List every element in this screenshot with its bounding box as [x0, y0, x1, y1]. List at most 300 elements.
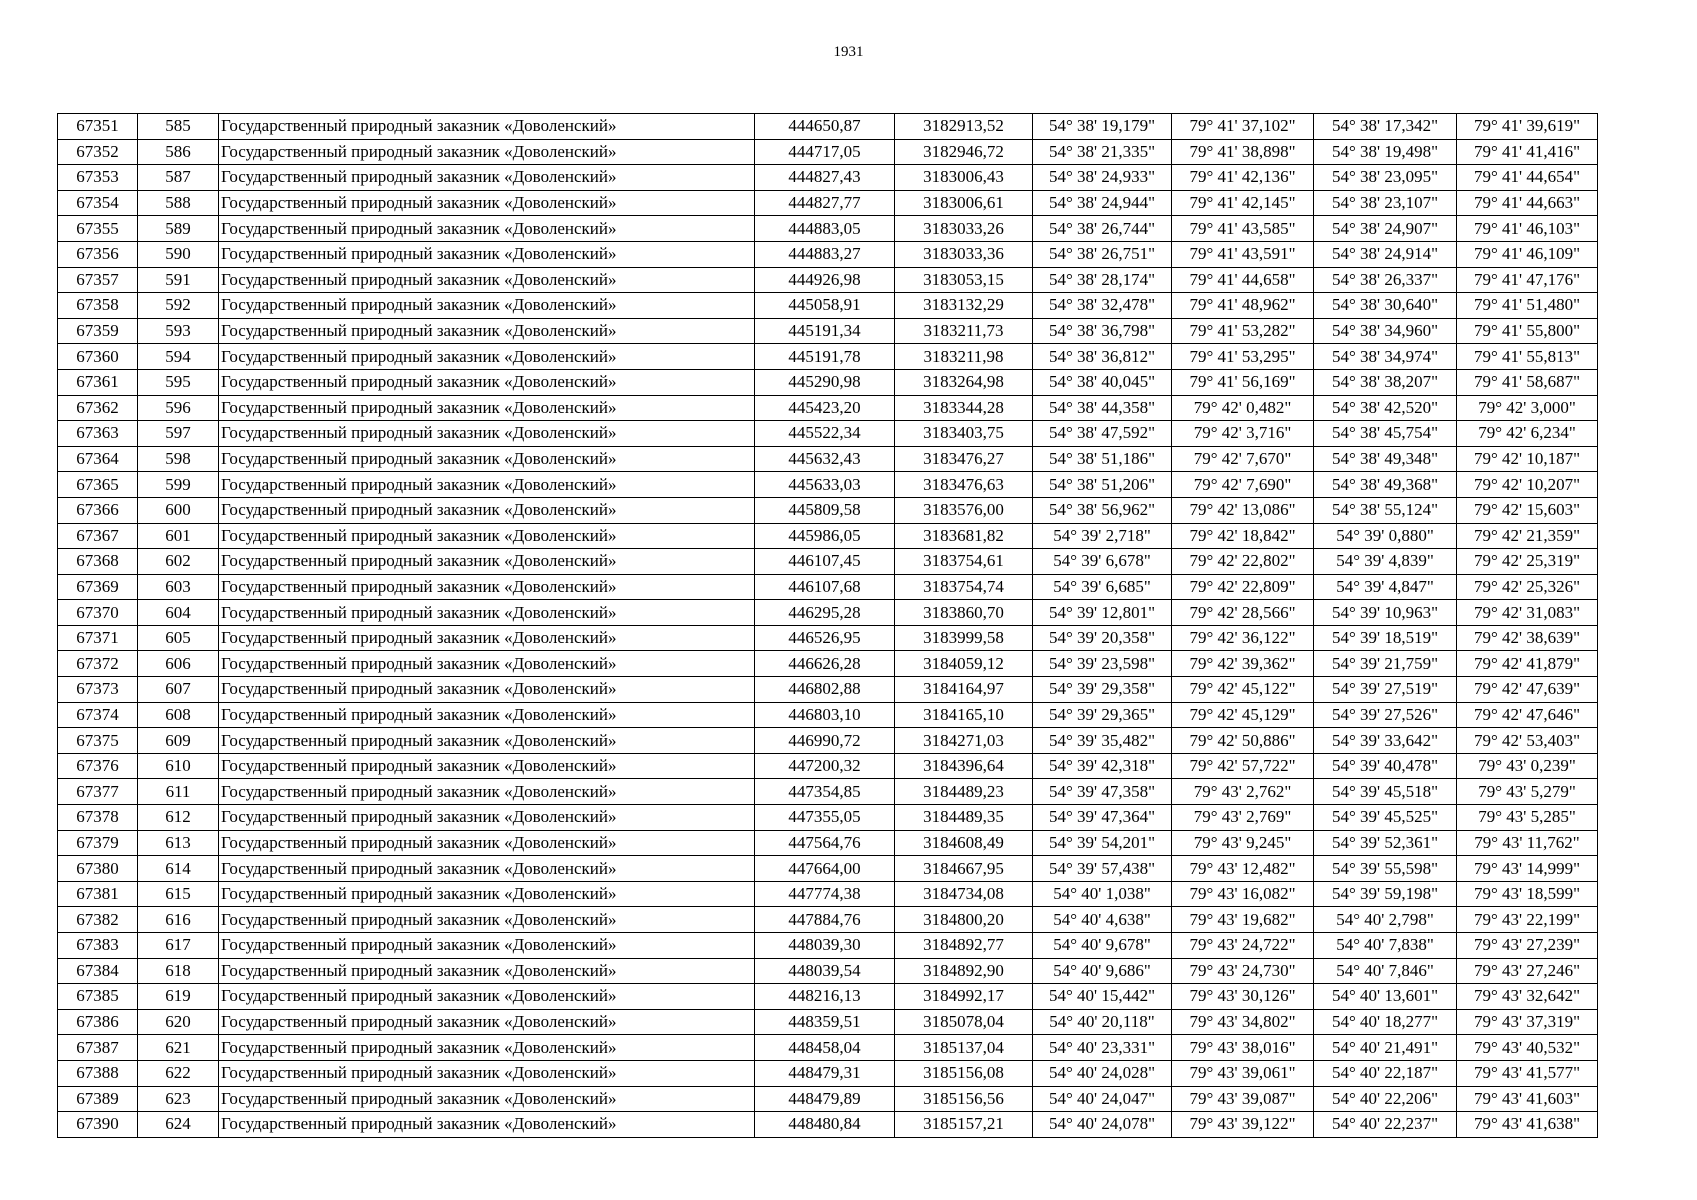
row-number-cell: 67366 — [58, 497, 138, 523]
latitude-1-cell: 54° 38' 28,174" — [1033, 267, 1172, 293]
x-coordinate-cell: 445058,91 — [755, 293, 895, 319]
y-coordinate-cell: 3183476,63 — [895, 472, 1033, 498]
table-row — [58, 702, 1598, 728]
y-coordinate-cell: 3185156,56 — [895, 1086, 1033, 1112]
latitude-2-cell: 54° 38' 34,974" — [1314, 344, 1457, 370]
table-row — [58, 574, 1598, 600]
reserve-name-cell: Государственный природный заказник «Доволенский» — [219, 318, 755, 344]
y-coordinate-cell: 3183754,61 — [895, 549, 1033, 575]
x-coordinate-cell: 448458,04 — [755, 1035, 895, 1061]
x-coordinate-cell: 447355,05 — [755, 805, 895, 831]
table-row — [58, 753, 1598, 779]
point-number-cell: 593 — [138, 318, 219, 344]
x-coordinate-cell: 448359,51 — [755, 1009, 895, 1035]
longitude-2-cell: 79° 43' 40,532" — [1457, 1035, 1598, 1061]
point-number-cell: 622 — [138, 1060, 219, 1086]
latitude-1-cell: 54° 39' 23,598" — [1033, 651, 1172, 677]
latitude-2-cell: 54° 39' 27,526" — [1314, 702, 1457, 728]
row-number-cell: 67371 — [58, 625, 138, 651]
longitude-2-cell: 79° 41' 41,416" — [1457, 139, 1598, 165]
longitude-1-cell: 79° 43' 34,802" — [1172, 1009, 1314, 1035]
point-number-cell: 613 — [138, 830, 219, 856]
x-coordinate-cell: 447200,32 — [755, 753, 895, 779]
reserve-name-cell: Государственный природный заказник «Доволенский» — [219, 421, 755, 447]
longitude-2-cell: 79° 42' 47,639" — [1457, 677, 1598, 703]
reserve-name-cell: Государственный природный заказник «Доволенский» — [219, 497, 755, 523]
longitude-1-cell: 79° 43' 16,082" — [1172, 881, 1314, 907]
table-row — [58, 830, 1598, 856]
reserve-name-cell: Государственный природный заказник «Доволенский» — [219, 114, 755, 140]
table-row — [58, 625, 1598, 651]
longitude-2-cell: 79° 41' 51,480" — [1457, 293, 1598, 319]
row-number-cell: 67362 — [58, 395, 138, 421]
point-number-cell: 612 — [138, 805, 219, 831]
x-coordinate-cell: 444650,87 — [755, 114, 895, 140]
latitude-1-cell: 54° 40' 24,047" — [1033, 1086, 1172, 1112]
row-number-cell: 67379 — [58, 830, 138, 856]
x-coordinate-cell: 445423,20 — [755, 395, 895, 421]
latitude-1-cell: 54° 40' 15,442" — [1033, 984, 1172, 1010]
longitude-2-cell: 79° 41' 44,654" — [1457, 165, 1598, 191]
longitude-2-cell: 79° 43' 5,285" — [1457, 805, 1598, 831]
reserve-name-cell: Государственный природный заказник «Доволенский» — [219, 344, 755, 370]
latitude-2-cell: 54° 39' 0,880" — [1314, 523, 1457, 549]
row-number-cell: 67380 — [58, 856, 138, 882]
x-coordinate-cell: 447354,85 — [755, 779, 895, 805]
longitude-1-cell: 79° 41' 56,169" — [1172, 369, 1314, 395]
latitude-2-cell: 54° 39' 10,963" — [1314, 600, 1457, 626]
table-row — [58, 958, 1598, 984]
latitude-2-cell: 54° 40' 21,491" — [1314, 1035, 1457, 1061]
latitude-1-cell: 54° 38' 47,592" — [1033, 421, 1172, 447]
y-coordinate-cell: 3185078,04 — [895, 1009, 1033, 1035]
longitude-2-cell: 79° 42' 15,603" — [1457, 497, 1598, 523]
point-number-cell: 618 — [138, 958, 219, 984]
table-row — [58, 805, 1598, 831]
latitude-2-cell: 54° 40' 13,601" — [1314, 984, 1457, 1010]
latitude-1-cell: 54° 39' 29,365" — [1033, 702, 1172, 728]
point-number-cell: 586 — [138, 139, 219, 165]
y-coordinate-cell: 3184165,10 — [895, 702, 1033, 728]
latitude-2-cell: 54° 39' 33,642" — [1314, 728, 1457, 754]
y-coordinate-cell: 3182913,52 — [895, 114, 1033, 140]
table-row — [58, 241, 1598, 267]
longitude-2-cell: 79° 43' 5,279" — [1457, 779, 1598, 805]
row-number-cell: 67351 — [58, 114, 138, 140]
point-number-cell: 589 — [138, 216, 219, 242]
table-row — [58, 446, 1598, 472]
x-coordinate-cell: 448480,84 — [755, 1112, 895, 1138]
x-coordinate-cell: 446802,88 — [755, 677, 895, 703]
longitude-2-cell: 79° 41' 46,109" — [1457, 241, 1598, 267]
latitude-1-cell: 54° 40' 23,331" — [1033, 1035, 1172, 1061]
table-row — [58, 267, 1598, 293]
longitude-2-cell: 79° 42' 31,083" — [1457, 600, 1598, 626]
table-body — [58, 114, 1598, 1138]
longitude-2-cell: 79° 42' 10,187" — [1457, 446, 1598, 472]
reserve-name-cell: Государственный природный заказник «Доволенский» — [219, 139, 755, 165]
table-row — [58, 549, 1598, 575]
point-number-cell: 617 — [138, 933, 219, 959]
row-number-cell: 67387 — [58, 1035, 138, 1061]
longitude-1-cell: 79° 41' 37,102" — [1172, 114, 1314, 140]
longitude-1-cell: 79° 43' 39,087" — [1172, 1086, 1314, 1112]
latitude-2-cell: 54° 40' 2,798" — [1314, 907, 1457, 933]
longitude-2-cell: 79° 43' 27,239" — [1457, 933, 1598, 959]
table-row — [58, 344, 1598, 370]
row-number-cell: 67363 — [58, 421, 138, 447]
longitude-1-cell: 79° 42' 57,722" — [1172, 753, 1314, 779]
latitude-1-cell: 54° 38' 44,358" — [1033, 395, 1172, 421]
longitude-1-cell: 79° 43' 39,122" — [1172, 1112, 1314, 1138]
point-number-cell: 602 — [138, 549, 219, 575]
longitude-2-cell: 79° 43' 41,577" — [1457, 1060, 1598, 1086]
reserve-name-cell: Государственный природный заказник «Доволенский» — [219, 779, 755, 805]
row-number-cell: 67390 — [58, 1112, 138, 1138]
latitude-1-cell: 54° 39' 6,685" — [1033, 574, 1172, 600]
latitude-1-cell: 54° 40' 24,078" — [1033, 1112, 1172, 1138]
longitude-1-cell: 79° 41' 53,295" — [1172, 344, 1314, 370]
point-number-cell: 600 — [138, 497, 219, 523]
longitude-1-cell: 79° 42' 3,716" — [1172, 421, 1314, 447]
x-coordinate-cell: 445522,34 — [755, 421, 895, 447]
latitude-2-cell: 54° 38' 23,095" — [1314, 165, 1457, 191]
point-number-cell: 619 — [138, 984, 219, 1010]
longitude-2-cell: 79° 42' 47,646" — [1457, 702, 1598, 728]
longitude-1-cell: 79° 42' 39,362" — [1172, 651, 1314, 677]
longitude-1-cell: 79° 42' 45,122" — [1172, 677, 1314, 703]
table-row — [58, 907, 1598, 933]
longitude-1-cell: 79° 41' 48,962" — [1172, 293, 1314, 319]
point-number-cell: 595 — [138, 369, 219, 395]
reserve-name-cell: Государственный природный заказник «Доволенский» — [219, 984, 755, 1010]
latitude-2-cell: 54° 38' 49,368" — [1314, 472, 1457, 498]
longitude-1-cell: 79° 42' 45,129" — [1172, 702, 1314, 728]
latitude-2-cell: 54° 40' 7,846" — [1314, 958, 1457, 984]
latitude-1-cell: 54° 38' 56,962" — [1033, 497, 1172, 523]
longitude-2-cell: 79° 43' 37,319" — [1457, 1009, 1598, 1035]
row-number-cell: 67384 — [58, 958, 138, 984]
table-row — [58, 165, 1598, 191]
table-row — [58, 1060, 1598, 1086]
latitude-2-cell: 54° 38' 49,348" — [1314, 446, 1457, 472]
row-number-cell: 67360 — [58, 344, 138, 370]
point-number-cell: 616 — [138, 907, 219, 933]
longitude-2-cell: 79° 43' 11,762" — [1457, 830, 1598, 856]
reserve-name-cell: Государственный природный заказник «Доволенский» — [219, 1009, 755, 1035]
latitude-2-cell: 54° 38' 38,207" — [1314, 369, 1457, 395]
table-row — [58, 933, 1598, 959]
row-number-cell: 67383 — [58, 933, 138, 959]
y-coordinate-cell: 3184608,49 — [895, 830, 1033, 856]
point-number-cell: 614 — [138, 856, 219, 882]
latitude-2-cell: 54° 39' 59,198" — [1314, 881, 1457, 907]
reserve-name-cell: Государственный природный заказник «Доволенский» — [219, 651, 755, 677]
longitude-2-cell: 79° 42' 3,000" — [1457, 395, 1598, 421]
y-coordinate-cell: 3183053,15 — [895, 267, 1033, 293]
row-number-cell: 67365 — [58, 472, 138, 498]
point-number-cell: 594 — [138, 344, 219, 370]
latitude-2-cell: 54° 40' 22,206" — [1314, 1086, 1457, 1112]
row-number-cell: 67370 — [58, 600, 138, 626]
reserve-name-cell: Государственный природный заказник «Доволенский» — [219, 1060, 755, 1086]
table-row — [58, 369, 1598, 395]
point-number-cell: 608 — [138, 702, 219, 728]
latitude-1-cell: 54° 40' 9,686" — [1033, 958, 1172, 984]
table-row — [58, 1009, 1598, 1035]
latitude-2-cell: 54° 40' 22,237" — [1314, 1112, 1457, 1138]
y-coordinate-cell: 3183264,98 — [895, 369, 1033, 395]
longitude-1-cell: 79° 43' 24,722" — [1172, 933, 1314, 959]
table-row — [58, 497, 1598, 523]
x-coordinate-cell: 446107,68 — [755, 574, 895, 600]
row-number-cell: 67373 — [58, 677, 138, 703]
point-number-cell: 604 — [138, 600, 219, 626]
row-number-cell: 67376 — [58, 753, 138, 779]
reserve-name-cell: Государственный природный заказник «Доволенский» — [219, 395, 755, 421]
reserve-name-cell: Государственный природный заказник «Доволенский» — [219, 446, 755, 472]
table-row — [58, 779, 1598, 805]
row-number-cell: 67377 — [58, 779, 138, 805]
x-coordinate-cell: 448216,13 — [755, 984, 895, 1010]
point-number-cell: 620 — [138, 1009, 219, 1035]
table-row — [58, 421, 1598, 447]
reserve-name-cell: Государственный природный заказник «Доволенский» — [219, 600, 755, 626]
longitude-1-cell: 79° 42' 28,566" — [1172, 600, 1314, 626]
x-coordinate-cell: 446990,72 — [755, 728, 895, 754]
reserve-name-cell: Государственный природный заказник «Доволенский» — [219, 805, 755, 831]
table-row — [58, 395, 1598, 421]
latitude-2-cell: 54° 39' 27,519" — [1314, 677, 1457, 703]
latitude-1-cell: 54° 39' 47,364" — [1033, 805, 1172, 831]
point-number-cell: 605 — [138, 625, 219, 651]
latitude-1-cell: 54° 38' 26,751" — [1033, 241, 1172, 267]
longitude-2-cell: 79° 42' 25,326" — [1457, 574, 1598, 600]
longitude-1-cell: 79° 42' 13,086" — [1172, 497, 1314, 523]
row-number-cell: 67381 — [58, 881, 138, 907]
y-coordinate-cell: 3183033,26 — [895, 216, 1033, 242]
longitude-1-cell: 79° 41' 38,898" — [1172, 139, 1314, 165]
longitude-1-cell: 79° 43' 9,245" — [1172, 830, 1314, 856]
reserve-name-cell: Государственный природный заказник «Доволенский» — [219, 1035, 755, 1061]
longitude-2-cell: 79° 43' 14,999" — [1457, 856, 1598, 882]
point-number-cell: 590 — [138, 241, 219, 267]
latitude-2-cell: 54° 39' 21,759" — [1314, 651, 1457, 677]
latitude-2-cell: 54° 39' 40,478" — [1314, 753, 1457, 779]
x-coordinate-cell: 445986,05 — [755, 523, 895, 549]
table-row — [58, 1112, 1598, 1138]
coordinates-table — [57, 113, 1598, 1138]
table-row — [58, 318, 1598, 344]
longitude-1-cell: 79° 42' 36,122" — [1172, 625, 1314, 651]
latitude-1-cell: 54° 39' 54,201" — [1033, 830, 1172, 856]
latitude-1-cell: 54° 39' 42,318" — [1033, 753, 1172, 779]
longitude-1-cell: 79° 43' 2,769" — [1172, 805, 1314, 831]
x-coordinate-cell: 447884,76 — [755, 907, 895, 933]
longitude-2-cell: 79° 41' 58,687" — [1457, 369, 1598, 395]
y-coordinate-cell: 3183211,73 — [895, 318, 1033, 344]
point-number-cell: 611 — [138, 779, 219, 805]
reserve-name-cell: Государственный природный заказник «Доволенский» — [219, 574, 755, 600]
latitude-1-cell: 54° 38' 24,933" — [1033, 165, 1172, 191]
x-coordinate-cell: 448479,31 — [755, 1060, 895, 1086]
latitude-2-cell: 54° 38' 23,107" — [1314, 190, 1457, 216]
longitude-2-cell: 79° 41' 55,800" — [1457, 318, 1598, 344]
reserve-name-cell: Государственный природный заказник «Доволенский» — [219, 1086, 755, 1112]
longitude-1-cell: 79° 42' 22,802" — [1172, 549, 1314, 575]
longitude-1-cell: 79° 43' 38,016" — [1172, 1035, 1314, 1061]
row-number-cell: 67355 — [58, 216, 138, 242]
y-coordinate-cell: 3183860,70 — [895, 600, 1033, 626]
y-coordinate-cell: 3183681,82 — [895, 523, 1033, 549]
row-number-cell: 67359 — [58, 318, 138, 344]
x-coordinate-cell: 444827,77 — [755, 190, 895, 216]
x-coordinate-cell: 445290,98 — [755, 369, 895, 395]
point-number-cell: 615 — [138, 881, 219, 907]
x-coordinate-cell: 444883,27 — [755, 241, 895, 267]
table-row — [58, 293, 1598, 319]
longitude-1-cell: 79° 42' 7,690" — [1172, 472, 1314, 498]
reserve-name-cell: Государственный природный заказник «Доволенский» — [219, 728, 755, 754]
latitude-1-cell: 54° 39' 47,358" — [1033, 779, 1172, 805]
x-coordinate-cell: 447774,38 — [755, 881, 895, 907]
reserve-name-cell: Государственный природный заказник «Доволенский» — [219, 369, 755, 395]
latitude-1-cell: 54° 38' 26,744" — [1033, 216, 1172, 242]
x-coordinate-cell: 444883,05 — [755, 216, 895, 242]
reserve-name-cell: Государственный природный заказник «Доволенский» — [219, 190, 755, 216]
row-number-cell: 67361 — [58, 369, 138, 395]
y-coordinate-cell: 3184892,90 — [895, 958, 1033, 984]
y-coordinate-cell: 3183006,61 — [895, 190, 1033, 216]
latitude-2-cell: 54° 38' 34,960" — [1314, 318, 1457, 344]
y-coordinate-cell: 3183476,27 — [895, 446, 1033, 472]
longitude-1-cell: 79° 43' 24,730" — [1172, 958, 1314, 984]
table-row — [58, 651, 1598, 677]
longitude-1-cell: 79° 42' 22,809" — [1172, 574, 1314, 600]
row-number-cell: 67367 — [58, 523, 138, 549]
reserve-name-cell: Государственный природный заказник «Доволенский» — [219, 830, 755, 856]
x-coordinate-cell: 445632,43 — [755, 446, 895, 472]
table-row — [58, 216, 1598, 242]
y-coordinate-cell: 3184164,97 — [895, 677, 1033, 703]
latitude-1-cell: 54° 38' 36,798" — [1033, 318, 1172, 344]
x-coordinate-cell: 447564,76 — [755, 830, 895, 856]
y-coordinate-cell: 3184667,95 — [895, 856, 1033, 882]
table-row — [58, 1035, 1598, 1061]
y-coordinate-cell: 3183999,58 — [895, 625, 1033, 651]
latitude-2-cell: 54° 40' 18,277" — [1314, 1009, 1457, 1035]
table-row — [58, 856, 1598, 882]
reserve-name-cell: Государственный природный заказник «Доволенский» — [219, 216, 755, 242]
x-coordinate-cell: 444717,05 — [755, 139, 895, 165]
latitude-2-cell: 54° 38' 42,520" — [1314, 395, 1457, 421]
table-row — [58, 677, 1598, 703]
table-row — [58, 984, 1598, 1010]
longitude-1-cell: 79° 43' 19,682" — [1172, 907, 1314, 933]
reserve-name-cell: Государственный природный заказник «Доволенский» — [219, 472, 755, 498]
reserve-name-cell: Государственный природный заказник «Доволенский» — [219, 1112, 755, 1138]
latitude-2-cell: 54° 38' 24,907" — [1314, 216, 1457, 242]
point-number-cell: 588 — [138, 190, 219, 216]
point-number-cell: 623 — [138, 1086, 219, 1112]
row-number-cell: 67357 — [58, 267, 138, 293]
point-number-cell: 601 — [138, 523, 219, 549]
longitude-1-cell: 79° 41' 44,658" — [1172, 267, 1314, 293]
y-coordinate-cell: 3184489,35 — [895, 805, 1033, 831]
y-coordinate-cell: 3184734,08 — [895, 881, 1033, 907]
row-number-cell: 67378 — [58, 805, 138, 831]
y-coordinate-cell: 3184892,77 — [895, 933, 1033, 959]
point-number-cell: 610 — [138, 753, 219, 779]
y-coordinate-cell: 3185137,04 — [895, 1035, 1033, 1061]
table-row — [58, 600, 1598, 626]
reserve-name-cell: Государственный природный заказник «Доволенский» — [219, 958, 755, 984]
longitude-1-cell: 79° 42' 7,670" — [1172, 446, 1314, 472]
point-number-cell: 597 — [138, 421, 219, 447]
y-coordinate-cell: 3184396,64 — [895, 753, 1033, 779]
longitude-1-cell: 79° 42' 18,842" — [1172, 523, 1314, 549]
x-coordinate-cell: 448039,30 — [755, 933, 895, 959]
latitude-1-cell: 54° 38' 40,045" — [1033, 369, 1172, 395]
latitude-2-cell: 54° 38' 24,914" — [1314, 241, 1457, 267]
longitude-2-cell: 79° 43' 18,599" — [1457, 881, 1598, 907]
reserve-name-cell: Государственный природный заказник «Доволенский» — [219, 907, 755, 933]
latitude-2-cell: 54° 38' 26,337" — [1314, 267, 1457, 293]
latitude-2-cell: 54° 40' 22,187" — [1314, 1060, 1457, 1086]
y-coordinate-cell: 3183211,98 — [895, 344, 1033, 370]
latitude-1-cell: 54° 38' 32,478" — [1033, 293, 1172, 319]
longitude-1-cell: 79° 43' 2,762" — [1172, 779, 1314, 805]
y-coordinate-cell: 3183132,29 — [895, 293, 1033, 319]
latitude-2-cell: 54° 39' 45,518" — [1314, 779, 1457, 805]
table-row — [58, 139, 1598, 165]
table-row — [58, 472, 1598, 498]
longitude-1-cell: 79° 41' 43,591" — [1172, 241, 1314, 267]
point-number-cell: 596 — [138, 395, 219, 421]
latitude-1-cell: 54° 38' 21,335" — [1033, 139, 1172, 165]
x-coordinate-cell: 446295,28 — [755, 600, 895, 626]
row-number-cell: 67358 — [58, 293, 138, 319]
latitude-1-cell: 54° 38' 24,944" — [1033, 190, 1172, 216]
latitude-2-cell: 54° 40' 7,838" — [1314, 933, 1457, 959]
longitude-1-cell: 79° 41' 43,585" — [1172, 216, 1314, 242]
x-coordinate-cell: 447664,00 — [755, 856, 895, 882]
longitude-1-cell: 79° 41' 53,282" — [1172, 318, 1314, 344]
x-coordinate-cell: 446626,28 — [755, 651, 895, 677]
y-coordinate-cell: 3183006,43 — [895, 165, 1033, 191]
y-coordinate-cell: 3183576,00 — [895, 497, 1033, 523]
table-row — [58, 881, 1598, 907]
longitude-2-cell: 79° 42' 25,319" — [1457, 549, 1598, 575]
longitude-2-cell: 79° 43' 41,603" — [1457, 1086, 1598, 1112]
y-coordinate-cell: 3183033,36 — [895, 241, 1033, 267]
latitude-1-cell: 54° 39' 35,482" — [1033, 728, 1172, 754]
row-number-cell: 67356 — [58, 241, 138, 267]
longitude-2-cell: 79° 41' 55,813" — [1457, 344, 1598, 370]
point-number-cell: 585 — [138, 114, 219, 140]
row-number-cell: 67364 — [58, 446, 138, 472]
y-coordinate-cell: 3184489,23 — [895, 779, 1033, 805]
latitude-1-cell: 54° 38' 51,206" — [1033, 472, 1172, 498]
latitude-2-cell: 54° 38' 55,124" — [1314, 497, 1457, 523]
latitude-1-cell: 54° 40' 9,678" — [1033, 933, 1172, 959]
row-number-cell: 67386 — [58, 1009, 138, 1035]
x-coordinate-cell: 444827,43 — [755, 165, 895, 191]
point-number-cell: 621 — [138, 1035, 219, 1061]
latitude-2-cell: 54° 39' 4,839" — [1314, 549, 1457, 575]
table-row — [58, 114, 1598, 140]
latitude-1-cell: 54° 39' 29,358" — [1033, 677, 1172, 703]
